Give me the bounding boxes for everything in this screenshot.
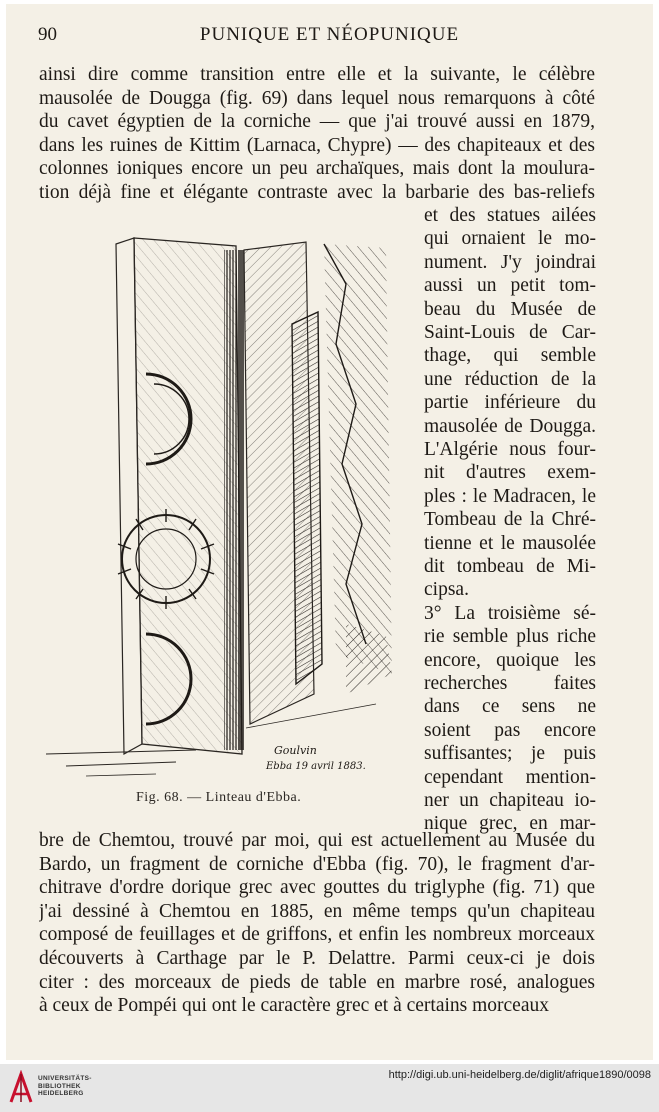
figure-caption: Fig. 68. — Linteau d'Ebba. <box>136 790 302 805</box>
text-line: du cavet égyptien de la corniche — que j'ai trouvé aussi en 1879, <box>39 111 595 133</box>
text-line: à ceux de Pompéi qui ont le caractère grec et à certains morceaux <box>39 995 549 1017</box>
page-number: 90 <box>38 24 57 45</box>
library-name-line: BIBLIOTHEK <box>38 1082 81 1090</box>
text-line: cependant mention- <box>424 766 596 788</box>
text-line: colonnes ioniques encore un peu archaïques, mais dont la moulura- <box>39 158 595 180</box>
text-line: thage, qui semble <box>424 345 596 367</box>
text-line: suffisantes; je puis <box>424 743 596 765</box>
text-line: beau du Musée de <box>424 298 596 320</box>
text-line: partie inférieure du <box>424 392 596 414</box>
engraving-illustration <box>46 224 392 784</box>
text-line: une réduction de la <box>424 368 596 390</box>
text-line: mausolée de Dougga (fig. 69) dans lequel nous remarquons à côté <box>39 87 595 109</box>
signature-line-1: Goulvin <box>274 744 317 757</box>
text-line: soient pas encore <box>424 719 596 741</box>
text-line: dit tombeau de Mi- <box>424 556 596 577</box>
viewer-footer <box>0 1064 659 1112</box>
text-line: bre de Chemtou, trouvé par moi, qui est actuellement au Musée du <box>39 830 595 851</box>
university-library-logo-icon <box>8 1070 34 1104</box>
text-line: j'ai dessiné à Chemtou en 1885, en même temps qu'un chapiteau <box>39 900 595 922</box>
text-line: mausolée de Dougga. <box>424 415 596 437</box>
text-line: chitrave d'ordre dorique grec avec gouttes du triglyphe (fig. 71) que <box>39 877 595 899</box>
text-line: Saint-Louis de Car- <box>424 322 596 343</box>
text-line: 3° La troisième sé- <box>424 602 596 624</box>
text-line: nument. J'y joindrai <box>424 251 596 273</box>
text-line: nit d'autres exem- <box>424 462 596 484</box>
text-line: qui ornaient le mo- <box>424 228 596 250</box>
figure-engraving <box>46 224 392 784</box>
text-line: ples : le Madracen, le <box>424 485 596 507</box>
signature-line-2: Ebba 19 avril 1883. <box>266 761 366 772</box>
text-line: et des statues ailées <box>424 205 596 226</box>
text-line: découverts à Carthage par le P. Delattre. Parmi ceux-ci je dois <box>39 948 595 969</box>
text-line: ner un chapiteau io- <box>424 790 596 811</box>
text-line: citer : des morceaux de pieds de table en marbre rosé, analogues <box>39 971 595 993</box>
text-line: composé de feuillages et de griffons, et enfin les nombreux morceaux <box>39 924 595 946</box>
library-name-line: HEIDELBERG <box>38 1090 84 1097</box>
text-line: tion déjà fine et élégante contraste avec la barbarie des bas-reliefs <box>39 182 595 203</box>
text-line: ainsi dire comme transition entre elle et la suivante, le célèbre <box>39 64 595 85</box>
text-line: Tombeau de la Chré- <box>424 509 596 531</box>
text-line: recherches faites <box>424 673 596 694</box>
text-line: encore, quoique les <box>424 649 596 671</box>
text-line: dans ce sens ne <box>424 696 596 718</box>
text-line: L'Algérie nous four- <box>424 439 596 460</box>
text-line: rie semble plus riche <box>424 626 596 648</box>
text-line: cipsa. <box>424 579 469 601</box>
book-page <box>6 4 653 1060</box>
text-line: nique grec, en mar- <box>424 813 596 835</box>
text-line: dans les ruines de Kittim (Larnaca, Chypre) — des chapiteaux et des <box>39 134 595 156</box>
text-line: Bardo, un fragment de corniche d'Ebba (fig. 70), le fragment d'ar- <box>39 853 595 875</box>
page-url-link[interactable]: http://digi.ub.uni-heidelberg.de/diglit/afrique1890/0098 <box>388 1069 651 1081</box>
library-name <box>38 1075 92 1098</box>
text-line: tienne et le mausolée <box>424 532 596 554</box>
library-name-line: UNIVERSITÄTS- <box>38 1075 92 1082</box>
running-title: PUNIQUE ET NÉOPUNIQUE <box>199 24 460 45</box>
text-line: aussi un petit tom- <box>424 275 596 297</box>
